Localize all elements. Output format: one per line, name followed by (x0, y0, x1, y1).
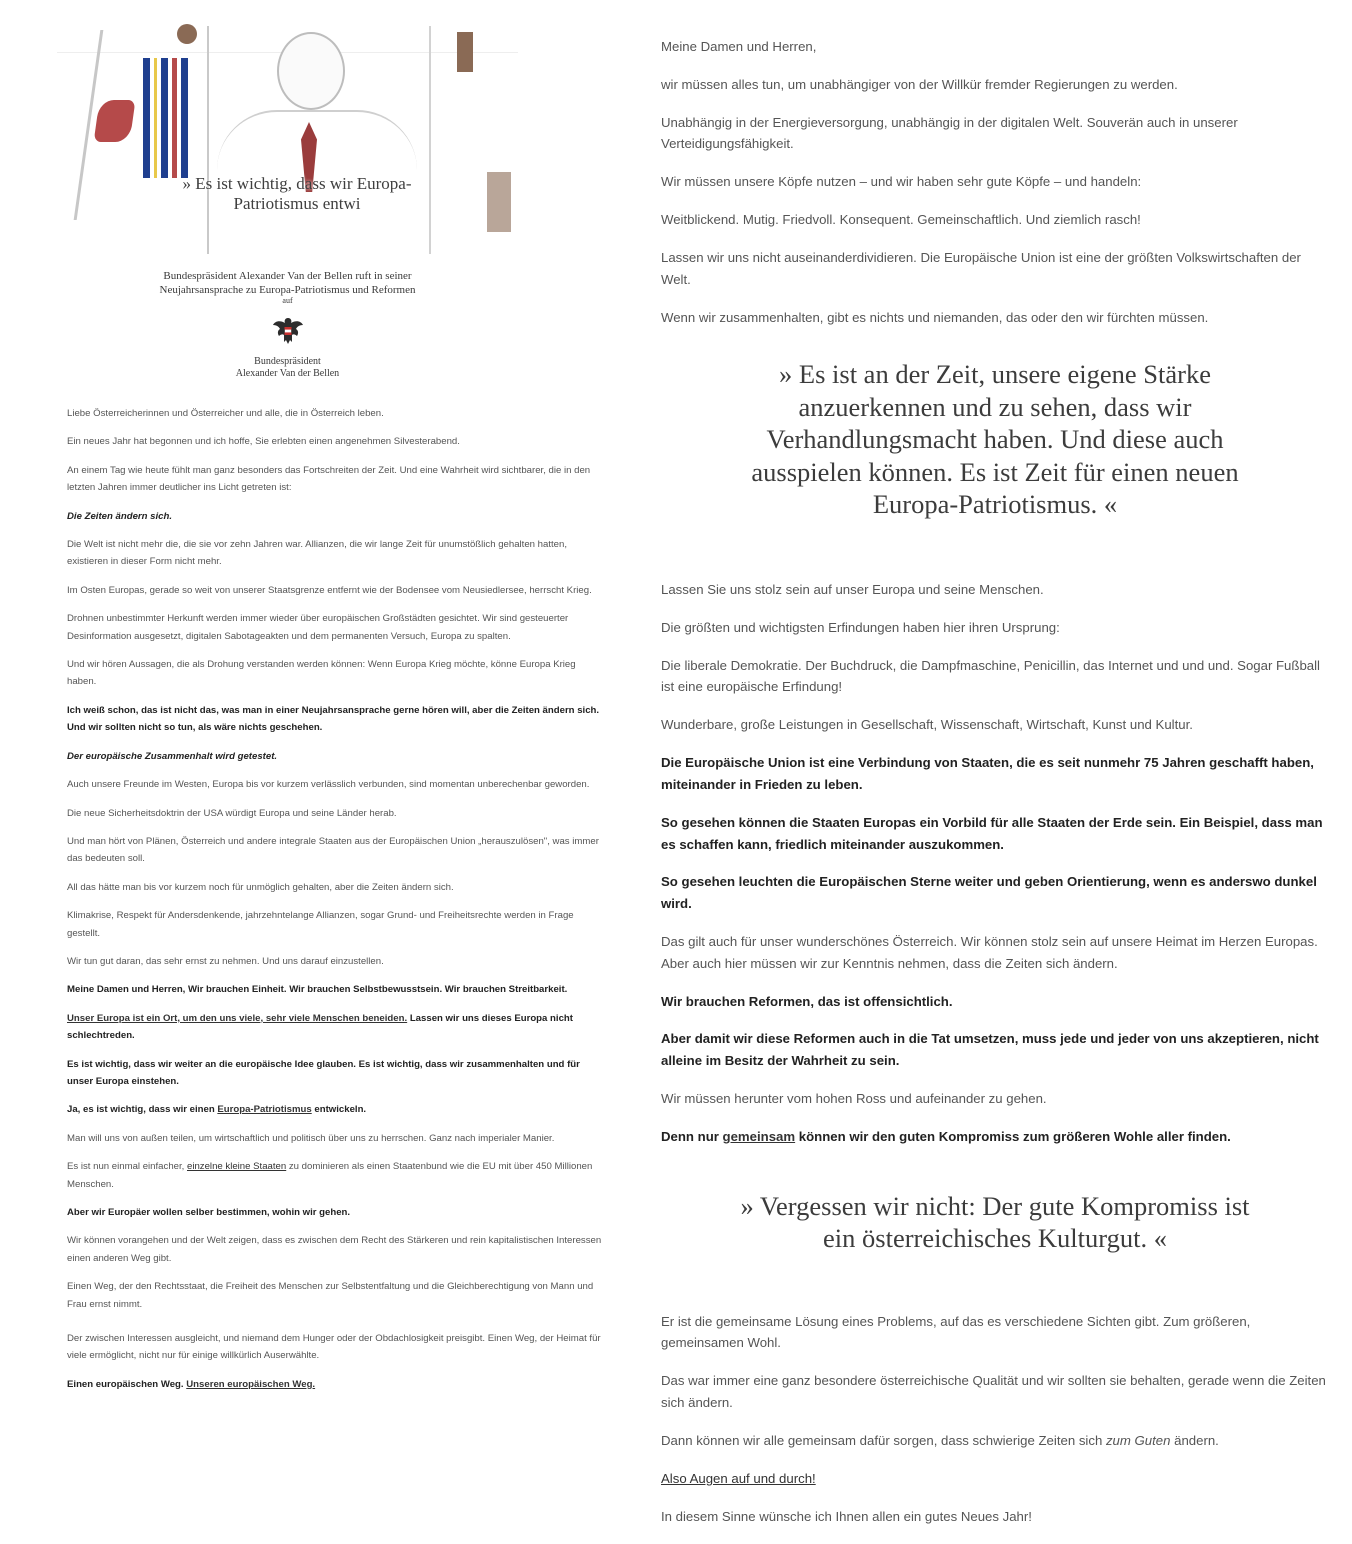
paragraph: Meine Damen und Herren, (661, 39, 817, 54)
pull-quote: » Es ist an der Zeit, unsere eigene Stärke anzuerkennen und zu sehen, dass wir Verhandlungsmacht haben. Und diese auch ausspielen können. Es ist Zeit für einen neuen Europa-Patriotismus. « (751, 359, 1239, 520)
austrian-eagle-icon (271, 315, 305, 347)
bold-paragraph: Meine Damen und Herren, Wir brauchen Einheit. Wir brauchen Selbstbewusstsein. Wir brauchen Streitbarkeit. (67, 984, 568, 996)
paragraph: Im Osten Europas, gerade so weit von unserer Staatsgrenze entfernt wie der Bodensee vom Neusiedlersee, herrscht Krieg. (67, 584, 592, 596)
emphasis-paragraph: Der europäische Zusammenhalt wird getestet. (67, 750, 278, 762)
paragraph-text: Denn nur (661, 1128, 723, 1144)
paragraph: Die größten und wichtigsten Erfindungen haben hier ihren Ursprung: (661, 619, 1060, 635)
bold-paragraph: Wir brauchen Reformen, das ist offensichtlich. (661, 993, 953, 1009)
bold-paragraph: Ich weiß schon, das ist nicht das, was man in einer Neujahrsansprache gerne hören will, aber die Zeiten ändern sich. Und wir sollten nicht so tun, als wäre nichts geschehen. (67, 704, 600, 734)
hero-image[interactable] (57, 22, 518, 255)
hero-ornament (457, 32, 473, 72)
paragraph: In diesem Sinne wünsche ich Ihnen allen ein gutes Neues Jahr! (661, 1508, 1032, 1524)
paragraph: Wunderbare, große Leistungen in Gesellschaft, Wissenschaft, Wirtschaft, Kunst und Kultur. (661, 717, 1193, 733)
teaser-line: Bundespräsident Alexander Van der Bellen ruft in seiner (163, 270, 412, 282)
paragraph: Unabhängig in der Energieversorgung, unabhängig in der digitalen Welt. Souverän auch in unserer Verteidigungsfähigkeit. (661, 114, 1238, 152)
beneiden-link[interactable]: Unser Europa ist ein Ort, um den uns viele, sehr viele Menschen beneiden. (67, 1012, 408, 1024)
paragraph: Wir tun gut daran, das sehr ernst zu nehmen. Und uns darauf einzustellen. (67, 955, 384, 967)
emblem-person: Alexander Van der Bellen (235, 368, 340, 379)
teaser-line: Neujahrsansprache zu Europa-Patriotismus und Reformen (159, 284, 416, 296)
paragraph-text: Dann können wir alle gemeinsam dafür sorgen, dass schwierige Zeiten sich (661, 1432, 1106, 1448)
hero-ornament (177, 24, 197, 44)
hero-ornament (487, 172, 511, 232)
paragraph: Drohnen unbestimmter Herkunft werden immer wieder über europäischen Großstädten gesichtet. Wir sind gesteuerter Desinformation ausgesetzt, digitalen Sabotageakten und dem permanenten Versuch, Europa zu spalten. (67, 613, 569, 642)
paragraph: Lassen wir uns nicht auseinanderdividieren. Die Europäische Union ist eine der größten Volkswirtschaften der Welt. (661, 250, 1301, 287)
europa-patriotismus-link[interactable]: Europa-Patriotismus (217, 1104, 312, 1116)
paragraph-text: können wir den guten Kompromiss zum größeren Wohle aller finden. (795, 1128, 1231, 1144)
president-head (277, 32, 345, 110)
bold-paragraph: Aber wir Europäer wollen selber bestimmen, wohin wir gehen. (67, 1207, 351, 1218)
eu-flag (143, 58, 189, 178)
paragraph: Auch unsere Freunde im Westen, Europa bis vor kurzem verlässlich verbunden, sind momentan unberechenbar geworden. (67, 779, 590, 791)
pull-quote: » Vergessen wir nicht: Der gute Kompromiss ist ein österreichisches Kulturgut. « (740, 1190, 1250, 1254)
paragraph: Und man hört von Plänen, Österreich und andere integrale Staaten aus der Europäischen Union „herauszulösen", was immer das bedeuten soll. (67, 835, 599, 865)
paragraph: wir müssen alles tun, um unabhängiger von der Willkür fremder Regierungen zu werden. (661, 76, 1178, 92)
bold-paragraph: Aber damit wir diese Reformen auch in die Tat umsetzen, muss jede und jeder von uns akzeptieren, nicht alleine im Besitz der Wahrheit zu sein. (661, 1031, 1319, 1069)
paragraph: Ein neues Jahr hat begonnen und ich hoffe, Sie erlebten einen angenehmen Silvesterabend. (67, 436, 460, 448)
paragraph: Die Welt ist nicht mehr die, die sie vor zehn Jahren war. Allianzen, die wir lange Zeit für unumstößlich gehalten hatten, existieren in dieser Form nicht mehr. (67, 539, 568, 568)
paragraph-text: entwickeln. (311, 1104, 367, 1116)
teaser-line: auf (282, 296, 293, 305)
bold-paragraph (67, 1376, 602, 1393)
paragraph (661, 1468, 1333, 1490)
article-teaser (57, 269, 518, 305)
left-column (57, 22, 602, 1404)
emblem-title: Bundespräsident (254, 356, 321, 367)
paragraph: An einem Tag wie heute fühlt man ganz besonders das Fortschreiten der Zeit. Und eine Wahrheit wird sichtbarer, die in den letzten Jahren immer deutlicher ins Licht getreten ist: (67, 464, 591, 494)
paragraph-text: Lassen wir uns dieses Europa nicht schlechtreden. (67, 1012, 573, 1042)
paragraph: Wir müssen herunter vom hohen Ross und aufeinander zu gehen. (661, 1091, 1047, 1107)
paragraph: Und wir hören Aussagen, die als Drohung verstanden werden können: Wenn Europa Krieg möchte, könne Europa Krieg haben. (67, 659, 576, 688)
kleine-staaten-link[interactable]: einzelne kleine Staaten (187, 1161, 287, 1173)
bold-paragraph: So gesehen können die Staaten Europas ein Vorbild für alle Staaten der Erde sein. Ein Beispiel, dass man es schaffen kann, friedlich miteinander auszukommen. (661, 814, 1323, 852)
paragraph: Die liberale Demokratie. Der Buchdruck, die Dampfmaschine, Penicillin, das Internet und und und. Sogar Fußball ist eine europäische Erfindung! (661, 657, 1320, 695)
paragraph-text: zu dominieren als einen Staatenbund wie die EU mit über 450 Millionen Menschen. (67, 1161, 593, 1190)
gemeinsam-link[interactable]: gemeinsam (722, 1128, 796, 1144)
emphasis-paragraph: Die Zeiten ändern sich. (67, 510, 173, 522)
augen-auf-link[interactable]: Also Augen auf und durch! (661, 1470, 816, 1486)
paragraph: All das hätte man bis vor kurzem noch für unmöglich gehalten, aber die Zeiten ändern sich. (67, 881, 454, 893)
paragraph: Wir müssen unsere Köpfe nutzen – und wir haben sehr gute Köpfe – und handeln: (661, 174, 1142, 190)
hero-quote-caption: » Es ist wichtig, dass wir Europa-Patriotismus entwi (182, 174, 412, 213)
paragraph: Die neue Sicherheitsdoktrin der USA würdigt Europa und seine Länder herab. (67, 807, 397, 819)
paragraph (661, 1430, 1333, 1452)
paragraph-text: Einen europäischen Weg. (67, 1378, 187, 1390)
bold-paragraph: Es ist wichtig, dass wir weiter an die europäische Idee glauben. Es ist wichtig, dass wir zusammenhalten und für unser Europa einstehen. (67, 1058, 580, 1087)
paragraph-text: Es ist nun einmal einfacher, (67, 1161, 187, 1173)
paragraph-text: Ja, es ist wichtig, dass wir einen (67, 1104, 218, 1116)
europaeischer-weg-link[interactable]: Unseren europäischen Weg. (186, 1378, 316, 1390)
paragraph: Weitblickend. Mutig. Friedvoll. Konsequent. Gemeinschaftlich. Und ziemlich rasch! (661, 212, 1141, 228)
president-emblem[interactable] (57, 315, 518, 380)
paragraph: Lassen Sie uns stolz sein auf unser Europa und seine Menschen. (661, 581, 1044, 597)
paragraph: Klimakrise, Respekt für Andersdenkende, jahrzehntelange Allianzen, sogar Grund- und Freiheitsrechte werden in Frage gestellt. (67, 910, 574, 939)
bold-paragraph (67, 1101, 602, 1118)
bold-paragraph (661, 1126, 1333, 1148)
austria-flag (74, 30, 150, 220)
bold-paragraph: So gesehen leuchten die Europäischen Sterne weiter und geben Orientierung, wenn es anderswo dunkel wird. (661, 874, 1317, 912)
president-photo (207, 26, 431, 254)
emphasis-text: zum Guten (1105, 1432, 1171, 1448)
paragraph: Das gilt auch für unser wunderschönes Österreich. Wir können stolz sein auf unsere Heimat im Herzen Europas. Aber auch hier müssen wir zur Kenntnis nehmen, dass die Zeiten sich ändern. (661, 934, 1318, 971)
paragraph: Wir können vorangehen und der Welt zeigen, dass es zwischen dem Recht des Stärkeren und rein kapitalistischen Interessen einen anderen Weg gibt. (67, 1235, 602, 1264)
paragraph (67, 1158, 602, 1193)
bold-paragraph (67, 1010, 602, 1045)
paragraph: Liebe Österreicherinnen und Österreicher und alle, die in Österreich leben. (67, 408, 384, 419)
paragraph: Er ist die gemeinsame Lösung eines Problems, auf das es verschiedene Sichten gibt. Zum größeren, gemeinsamen Wohl. (661, 1313, 1251, 1351)
paragraph: Wenn wir zusammenhalten, gibt es nichts und niemanden, das oder den wir fürchten müssen. (661, 309, 1209, 325)
paragraph: Man will uns von außen teilen, um wirtschaftlich und politisch über uns zu herrschen. Ganz nach imperialer Manier. (67, 1132, 555, 1144)
paragraph-text: ändern. (1170, 1432, 1219, 1448)
paragraph: Das war immer eine ganz besondere österreichische Qualität und wir sollten sie behalten, gerade wenn die Zeiten sich ändern. (661, 1373, 1326, 1410)
bold-paragraph: Die Europäische Union ist eine Verbindung von Staaten, die es seit nunmehr 75 Jahren geschafft haben, miteinander in Frieden zu leben. (661, 755, 1314, 792)
paragraph: Einen Weg, der den Rechtsstaat, die Freiheit des Menschen zur Selbstentfaltung und die Gleichberechtigung von Mann und Frau ernst nimmt. (67, 1281, 594, 1310)
right-column (661, 36, 1333, 1544)
paragraph: Der zwischen Interessen ausgleicht, und niemand dem Hunger oder der Obdachlosigkeit preisgibt. Einen Weg, der Heimat für viele ermöglicht, nicht nur für einige willkürlich Auserwählte. (67, 1333, 601, 1362)
